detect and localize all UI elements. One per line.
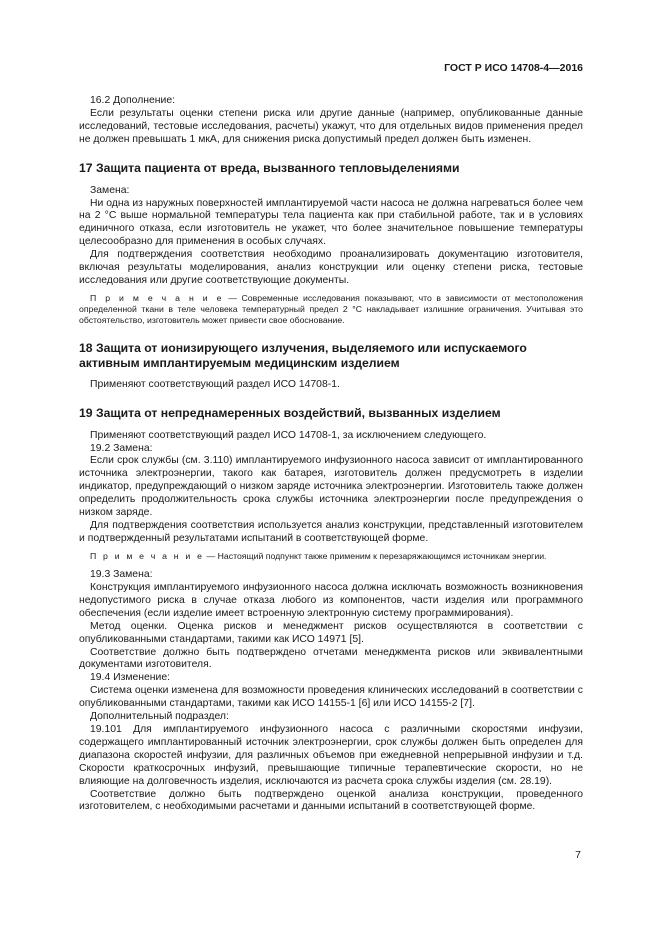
note-text: — Современные исследования показывают, что в зависимости от местоположения определенной ткани в теле человека температурный предел 2 °С накладывает излишние ограничения. Учитывая это обстоятельство, изготовитель может привести свое обоснование.	[79, 292, 583, 326]
clause-19-4-paragraph-2: Дополнительный подраздел:	[90, 711, 229, 723]
clause-19-4-paragraph-1: Система оценки изменена для возможности проведения клинических исследований в соответствии с опубликованными стандартами, такими как ИСО 14155-1 [6] или ИСО 14155-2 [7].	[79, 685, 583, 710]
clause-19-3-paragraph-3: Соответствие должно быть подтверждено отчетами менеджмента рисков или эквивалентными документами изготовителя.	[79, 646, 583, 671]
note-label: П р и м е ч а н и е	[90, 292, 224, 303]
clause-19-2-title: 19.2 Замена:	[90, 442, 153, 454]
note-text: — Настоящий подпункт также применим к перезаряжающимся источникам энергии.	[204, 550, 547, 561]
section-17-label: Замена:	[90, 184, 130, 196]
document-code: ГОСТ Р ИСО 14708-4—2016	[444, 62, 583, 74]
section-17-heading: 17 Защита пациента от вреда, вызванного тепловыделениями	[79, 160, 460, 175]
clause-19-101-conformity: Соответствие должно быть подтверждено оценкой анализа конструкции, проведенного изготовителем, с необходимыми расчетами и данными испытаний в соответствующей форме.	[79, 788, 583, 813]
section-19-paragraph-1: Применяют соответствующий раздел ИСО 14708-1, за исключением следующего.	[90, 429, 487, 441]
section-17-paragraph-1: Ни одна из наружных поверхностей имплантируемой части насоса не должна нагреваться более чем на 2 °С выше нормальной температуры тела пациента как при стабильной работе, так и в условиях единичного отказа, если изготовитель не укажет, что более значительное повышение температуры целесообразно для применения в особых случаях.	[79, 197, 583, 248]
clause-16-2-paragraph: Если результаты оценки степени риска или другие данные (например, опубликованные данные исследований, тестовые исследования, расчеты) укажут, что для отдельных видов применения предел не должен превышать 1 мкА, для снижения риска допустимый предел должен быть изменен.	[79, 107, 583, 145]
clause-19-2-paragraph-2: Для подтверждения соответствия используется анализ конструкции, представленный изготовителем и подтвержденный результатами испытаний в соответствующей форме.	[79, 520, 583, 544]
section-19-heading: 19 Защита от непреднамеренных воздействий, вызванных изделием	[79, 405, 501, 420]
clause-19-4-title: 19.4 Изменение:	[90, 672, 170, 684]
clause-19-3-title: 19.3 Замена:	[90, 569, 153, 581]
note-label: П р и м е ч а н и е	[90, 550, 205, 561]
document-body	[79, 95, 583, 814]
clause-19-2-paragraph-1: Если срок службы (см. 3.110) имплантируемого инфузионного насоса зависит от имплантированного источника электроэнергии, такого как батарея, изготовитель должен предусмотреть в изделии индикатор, предупреждающий о низком заряде источника электроэнергии. Изготовитель также должен определить продолжительность срока службы источника электроэнергии после предупреждения о низком заряде.	[79, 455, 583, 519]
section-18-heading: 18 Защита от ионизирующего излучения, выделяемого или испускаемого активным имплантируемым медицинским изделием	[79, 340, 527, 370]
clause-16-2-title: 16.2 Дополнение:	[90, 95, 176, 106]
clause-19-2-note	[79, 551, 583, 562]
section-18-paragraph: Применяют соответствующий раздел ИСО 14708-1.	[90, 378, 340, 390]
section-17-note	[79, 293, 583, 327]
clause-19-101-paragraph: 19.101 Для имплантируемого инфузионного насоса с различными скоростями инфузии, содержащего имплантированный источник электроэнергии, срок службы должен быть определен для диапазона скоростей инфузии, для различных объемов при ежедневной непрерывной инфузии и т.д. Скорости краткосрочных инфузий, превышающие типичные терапевтические скорости, но не влияющие на долговечность изделия, исключаются из расчета срока службы изделия (см. 28.19).	[79, 724, 583, 787]
page-number: 7	[575, 849, 581, 861]
clause-19-3-paragraph-2: Метод оценки. Оценка рисков и менеджмент рисков осуществляются в соответствии с опубликованными стандартами, такими как ИСО 14971 [5].	[79, 620, 583, 645]
section-17-paragraph-2: Для подтверждения соответствия необходимо проанализировать документацию изготовителя, включая результаты моделирования, анализ конструкции или оценку степени риска, тестовые исследования или другие соответствующие документы.	[79, 249, 583, 286]
clause-19-3-paragraph-1: Конструкция имплантируемого инфузионного насоса должна исключать возможность возникновения недопустимого риска в случае отказа любого из компонентов, части изделия или программного обеспечения (если изделие имеет встроенную электронную систему программирования).	[79, 582, 583, 619]
